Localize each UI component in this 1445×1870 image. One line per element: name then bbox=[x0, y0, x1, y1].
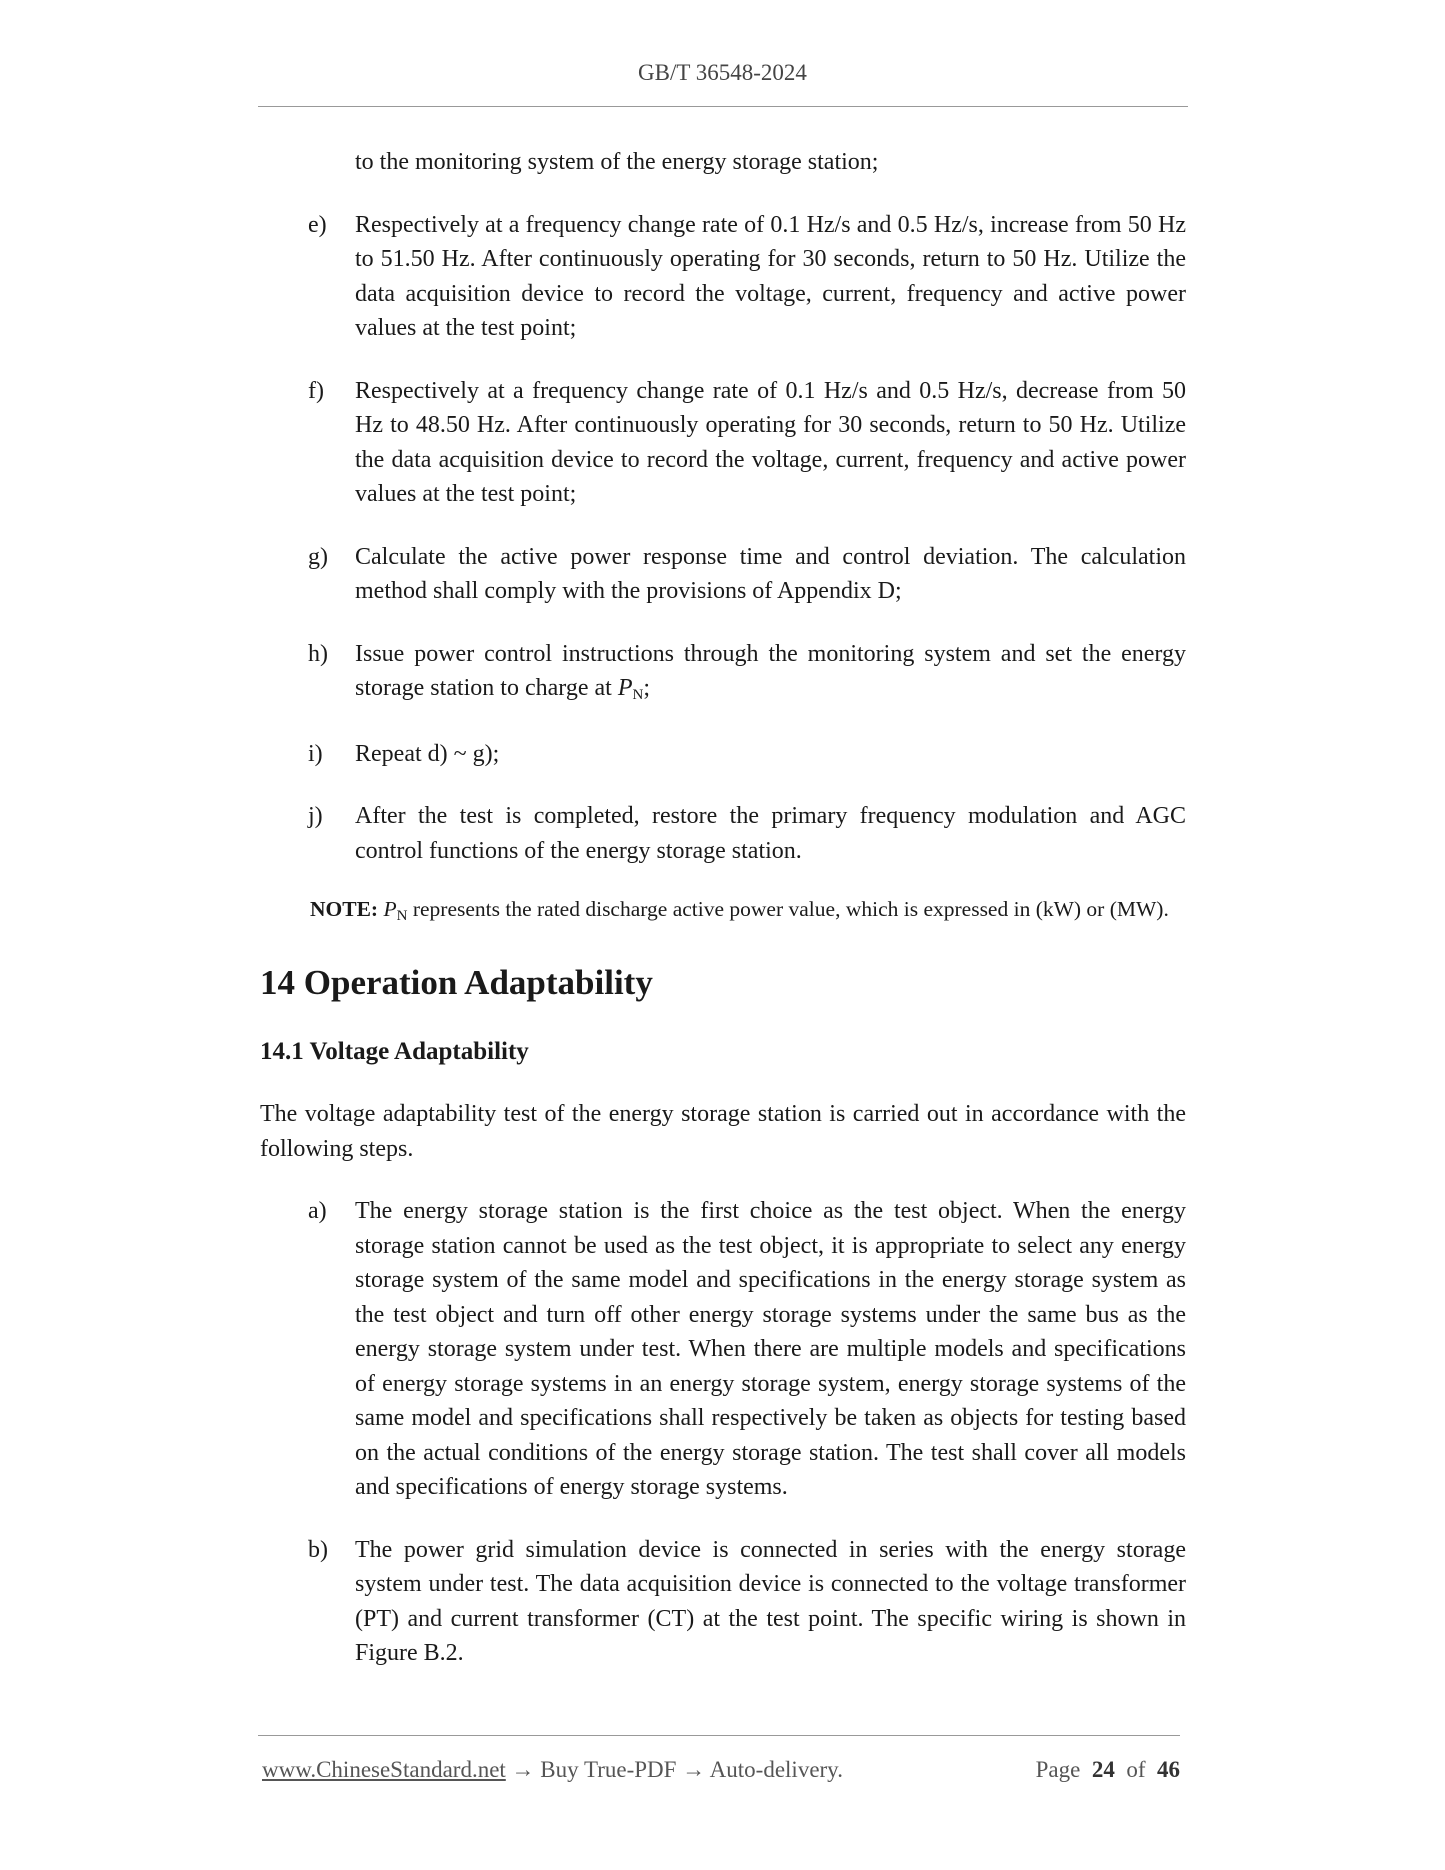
buy-text: Buy True-PDF bbox=[534, 1757, 683, 1782]
list-item bbox=[260, 540, 1186, 609]
list-text: Respectively at a frequency change rate of 0.1 Hz/s and 0.5 Hz/s, decrease from 50 Hz to 48.50 Hz. After continuously operating for 30 seconds, return to 50 Hz. Utilize the data acquisition device to record the voltage, current, frequency and active power values at the test point; bbox=[355, 377, 1186, 507]
delivery-text: Auto-delivery. bbox=[705, 1757, 843, 1782]
section-heading: 14 Operation Adaptability bbox=[260, 963, 653, 1002]
total-pages: 46 bbox=[1157, 1757, 1180, 1782]
subsection-heading: 14.1 Voltage Adaptability bbox=[260, 1038, 529, 1065]
power-symbol: P bbox=[383, 897, 397, 921]
power-symbol: P bbox=[617, 675, 633, 701]
list-item bbox=[260, 1533, 1186, 1671]
note-label: NOTE: bbox=[310, 897, 379, 921]
list-label: g) bbox=[308, 543, 328, 570]
list-text: Calculate the active power response time and control deviation. The calculation method shall comply with the provisions of Appendix D; bbox=[355, 543, 1186, 604]
page-content bbox=[260, 145, 1186, 1671]
intro-paragraph: The voltage adaptability test of the energy storage station is carried out in accordance with the following steps. bbox=[260, 1101, 1186, 1162]
list-label: h) bbox=[308, 640, 328, 667]
arrow-icon: → bbox=[511, 1757, 535, 1782]
note bbox=[310, 894, 1186, 927]
list-item bbox=[260, 799, 1186, 868]
list-item bbox=[260, 737, 1186, 772]
list-text: After the test is completed, restore the primary frequency modulation and AGC control functions of the energy storage station. bbox=[355, 803, 1186, 864]
page-label: Page bbox=[1035, 1757, 1081, 1782]
list-item bbox=[260, 1194, 1186, 1505]
list-text: Respectively at a frequency change rate of 0.1 Hz/s and 0.5 Hz/s, increase from 50 Hz to 51.50 Hz. After continuously operating for 30 seconds, return to 50 Hz. Utilize the data acquisition device to record the voltage, current, frequency and active power values at the test point; bbox=[355, 211, 1186, 341]
list-text: Repeat d) ~ g); bbox=[355, 740, 500, 767]
footer-divider bbox=[258, 1735, 1180, 1736]
page-footer bbox=[262, 1757, 1180, 1783]
list-item bbox=[260, 374, 1186, 512]
power-subscript: N bbox=[396, 908, 408, 924]
list-item bbox=[260, 637, 1186, 709]
list-text: Issue power control instructions through the monitoring system and set the energy storage station to charge at bbox=[355, 640, 1186, 701]
power-subscript: N bbox=[632, 687, 644, 703]
page-number bbox=[1036, 1757, 1180, 1783]
list-label: b) bbox=[308, 1536, 328, 1563]
current-page: 24 bbox=[1091, 1757, 1115, 1782]
list-text: The power grid simulation device is connected in series with the energy storage system under test. The data acquisition device is connected to the voltage transformer (PT) and current transformer (CT) at the test point. The specific wiring is shown in Figure B.2. bbox=[355, 1536, 1186, 1666]
site-link[interactable]: www.ChineseStandard.net bbox=[262, 1757, 506, 1782]
list-text-end: ; bbox=[643, 675, 650, 701]
list-label: f) bbox=[308, 377, 324, 404]
of-label: of bbox=[1126, 1757, 1146, 1782]
list-label: e) bbox=[308, 211, 327, 238]
footer-links bbox=[262, 1757, 843, 1782]
list-item bbox=[260, 208, 1186, 346]
list-label: a) bbox=[308, 1198, 327, 1224]
list-label: i) bbox=[308, 740, 323, 767]
continued-text: to the monitoring system of the energy storage station; bbox=[355, 149, 879, 175]
list-text: The energy storage station is the first choice as the test object. When the energy storage station cannot be used as the test object, it is appropriate to select any energy storage system of the same model and specifications in the energy storage system as the test object and turn off other energy storage systems under the same bus as the energy storage system under test. When there are multiple models and specifications of energy storage systems in an energy storage system, energy storage systems of the same model and specifications shall respectively be taken as objects for testing based on the actual conditions of the energy storage station. The test shall cover all models and specifications of energy storage systems. bbox=[355, 1198, 1186, 1500]
arrow-icon: → bbox=[682, 1757, 706, 1782]
document-header: GB/T 36548-2024 bbox=[638, 60, 807, 85]
list-label: j) bbox=[308, 803, 323, 829]
note-text: represents the rated discharge active power value, which is expressed in (kW) or (MW). bbox=[407, 897, 1169, 921]
header-divider bbox=[258, 106, 1188, 107]
